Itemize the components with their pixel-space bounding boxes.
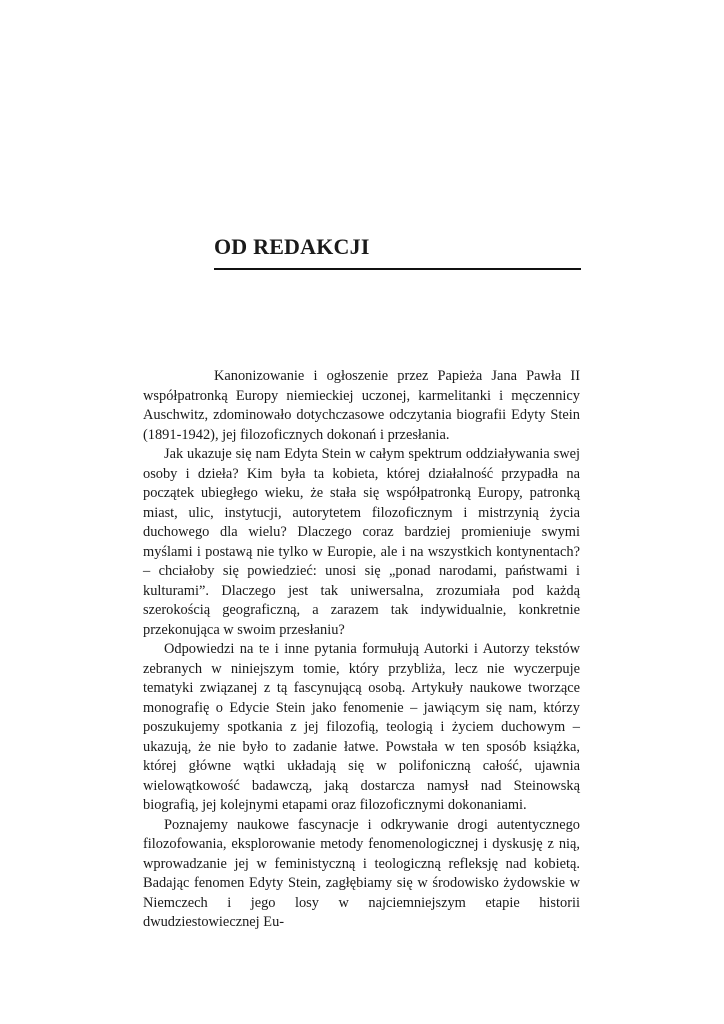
page-title: OD REDAKCJI bbox=[214, 234, 370, 259]
paragraph-3: Odpowiedzi na te i inne pytania formułują Autorki i Autorzy tekstów zebranych w niniejszym tomie, który przybliża, lecz nie wyczerpuje tematyki związanej z tą fascynującą osobą. Artykuły naukowe tworzące monografię o Edycie Stein jako fenomenie – jawiącym się nam, którzy poszukujemy spotkania z jej filozofią, teologią i życiem duchowym – ukazują, że nie było to zadanie łatwe. Powstała w ten sposób książka, której główne wątki układają się w polifoniczną całość, ujawnia wielowątkowość badawczą, jaką dostarcza namysł nad Steinowską biografią, jej kolejnymi etapami oraz filozoficznymi dokonaniami. bbox=[143, 641, 580, 813]
paragraph-1: Kanonizowanie i ogłoszenie przez Papieża Jana Pawła II współpatronką Europy niemieckiej uczonej, karmelitanki i męczennicy Auschwitz, zdominowało dotychczasowe odczytania biografii Edyty Stein (1891-1942), jej filozoficznych dokonań i przesłania. bbox=[143, 368, 580, 443]
paragraph-2: Jak ukazuje się nam Edyta Stein w całym spektrum oddziaływania swej osoby i dzieła? Kim była ta kobieta, której działalność przypadła na początek ubiegłego wieku, że stała się współpatronką Europy, patronką miast, ulic, instytucji, autorytetem filozoficznym i mistrzynią życia duchowego dla wielu? Dlaczego coraz bardziej promieniuje swymi myślami i postawą nie tylko w Europie, ale i na wszystkich kontynentach? – chciałoby się powiedzieć: unosi się „ponad narodami, państwami i kulturami”. Dlaczego jest tak uniwersalna, zrozumiała pod każdą szerokością geograficzną, a zarazem tak indywidualnie, konkretnie przekonująca w swoim przesłaniu? bbox=[143, 446, 580, 638]
title-rule bbox=[214, 268, 581, 270]
paragraph-4: Poznajemy naukowe fascynacje i odkrywanie drogi autentycznego filozofowania, eksplorowanie metody fenomenologicznej i dyskusję z nią, wprowadzanie jej w feministyczną i teologiczną refleksję nad kobietą. Badając fenomen Edyty Stein, zagłębiamy się w środowisko żydowskie w Niemczech i jego losy w najciemniejszym etapie historii dwudziestowiecznej Eu- bbox=[143, 816, 580, 930]
body-text bbox=[143, 367, 580, 933]
